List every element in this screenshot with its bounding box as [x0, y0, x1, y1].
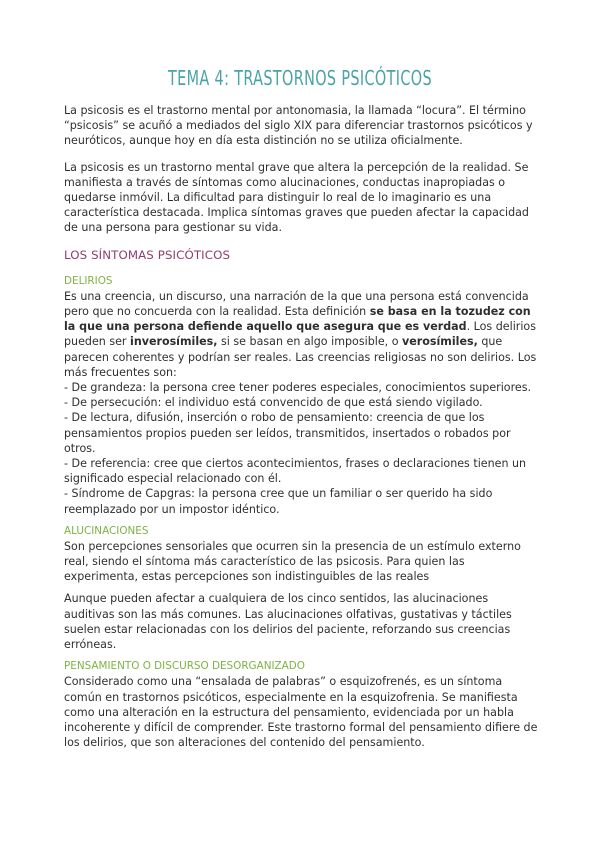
page-title: TEMA 4: TRASTORNOS PSICÓTICOS — [168, 66, 432, 90]
document-body — [64, 103, 538, 750]
delirio-item-lectura: - De lectura, difusión, inserción o robo de pensamiento: creencia de que los pensamientos propios pueden ser leídos, transmitidos, insertados o robados por otros. — [64, 411, 511, 455]
delirio-item-capgras: - Síndrome de Capgras: la persona cree que un familiar o ser querido ha sido reemplazado por un impostor idéntico. — [64, 487, 493, 516]
intro-paragraph-1: La psicosis es el trastorno mental por antonomasia, la llamada “locura”. El término “psicosis” se acuñó a mediados del siglo XIX para diferenciar trastornos psicóticos y neuróticos, aunque hoy en día esta distinción no se utiliza oficialmente. — [64, 104, 533, 148]
delirio-item-grandeza: - De grandeza: la persona cree tener poderes especiales, conocimientos superiores. — [64, 381, 532, 395]
delirios-heading: DELIRIOS — [64, 274, 113, 287]
delirios-definition: Es una creencia, un discurso, una narración de la que una persona está convencida pero que no concuerda con la realidad. Esta definición se basa en la tozudez con la que una persona defiende aquello que asegura que es verdad. Los delirios pueden ser inverosímiles, si se basan en algo imposible, o verosímiles, que parecen coherentes y podrían ser reales. Las creencias religiosas no son delirios. Los más frecuentes son: — [64, 289, 537, 379]
pensamiento-heading: PENSAMIENTO O DISCURSO DESORGANIZADO — [64, 660, 305, 673]
alucinaciones-paragraph-2: Aunque pueden afectar a cualquiera de los cinco sentidos, las alucinaciones auditivas son las más comunes. Las alucinaciones olfativas, gustativas y táctiles suelen estar relacionadas con los delirios del paciente, reforzando sus creencias erróneas. — [64, 592, 512, 652]
section-heading: LOS SÍNTOMAS PSICÓTICOS — [64, 247, 231, 262]
pensamiento-paragraph: Considerado como una “ensalada de palabras” o esquizofrenés, es un síntoma común en trastornos psicóticos, especialmente en la esquizofrenia. Se manifiesta como una alteración en la estructura del pensamiento, evidenciada por un habla incoherente y difícil de comprender. Este trastorno formal del pensamiento difiere de los delirios, que son alteraciones del contenido del pensamiento. — [64, 675, 538, 750]
intro-paragraph-2: La psicosis es un trastorno mental grave que altera la percepción de la realidad. Se manifiesta a través de síntomas como alucinaciones, conductas inapropiadas o quedarse inmóvil. La dificultad para distinguir lo real de lo imaginario es una característica destacada. Implica síntomas graves que pueden afectar la capacidad de una persona para gestionar su vida. — [64, 160, 529, 235]
delirio-item-referencia: - De referencia: cree que ciertos acontecimientos, frases o declaraciones tienen un significado especial relacionado con él. — [64, 457, 527, 486]
delirio-item-persecucion: - De persecución: el individuo está convencido de que está siendo vigilado. — [64, 396, 483, 410]
alucinaciones-paragraph-1: Son percepciones sensoriales que ocurren sin la presencia de un estímulo externo real, siendo el síntoma más característico de las psicosis. Para quien las experimenta, estas percepciones son indistinguibles de las reales — [64, 539, 521, 584]
alucinaciones-heading: ALUCINACIONES — [64, 524, 149, 537]
